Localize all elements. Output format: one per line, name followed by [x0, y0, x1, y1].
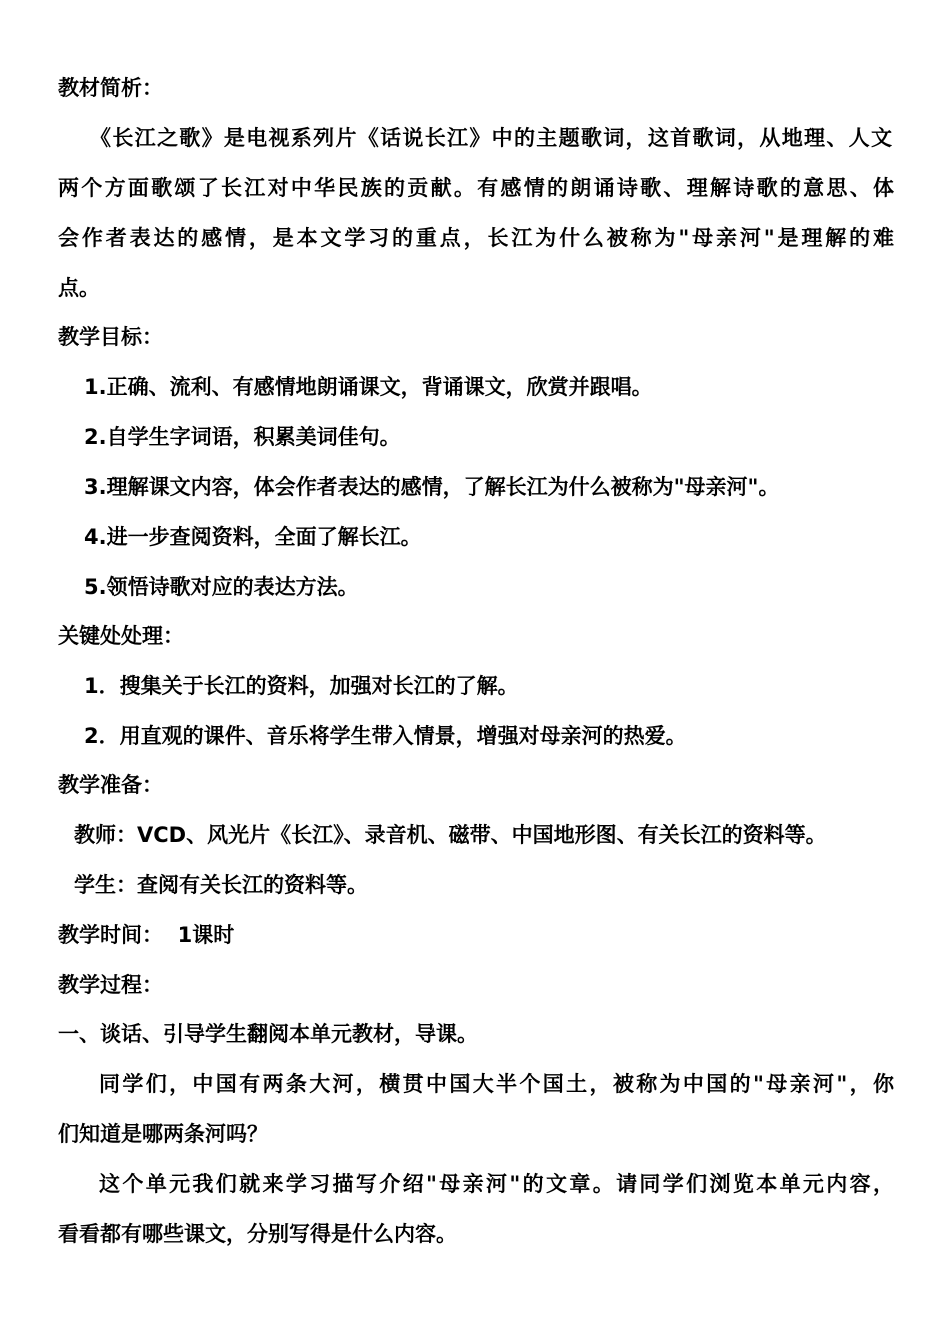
objectives-heading: 教学目标： [58, 325, 163, 349]
process-para-1-line-1: 同学们，中国有两条大河，横贯中国大半个国土，被称为中国的"母亲河"，你 [99, 1072, 894, 1096]
objective-item-4: 4.进一步查阅资料，全面了解长江。 [84, 525, 422, 549]
process-heading: 教学过程： [58, 973, 163, 997]
key-point-item-1: 1．搜集关于长江的资料，加强对长江的了解。 [84, 674, 519, 698]
analysis-line-2: 两个方面歌颂了长江对中华民族的贡献。有感情的朗诵诗歌、理解诗歌的意思、体 [58, 176, 894, 200]
objective-item-1: 1.正确、流利、有感情地朗诵课文，背诵课文，欣赏并跟唱。 [84, 375, 653, 399]
objective-item-5: 5.领悟诗歌对应的表达方法。 [84, 575, 359, 599]
teaching-time: 教学时间： 1课时 [58, 923, 235, 947]
analysis-heading: 教材简析： [58, 76, 163, 100]
preparation-teacher: 教师：VCD、风光片《长江》、录音机、磁带、中国地形图、有关长江的资料等。 [74, 823, 827, 847]
objective-item-2: 2.自学生字词语，积累美词佳句。 [84, 425, 401, 449]
process-para-1-line-2: 们知道是哪两条河吗？ [58, 1122, 268, 1146]
process-para-2-line-1: 这个单元我们就来学习描写介绍"母亲河"的文章。请同学们浏览本单元内容， [99, 1172, 894, 1196]
key-point-item-2: 2．用直观的课件、音乐将学生带入情景，增强对母亲河的热爱。 [84, 724, 687, 748]
process-para-2-line-2: 看看都有哪些课文，分别写得是什么内容。 [58, 1222, 457, 1246]
analysis-line-3: 会作者表达的感情，是本文学习的重点，长江为什么被称为"母亲河"是理解的难 [58, 226, 894, 250]
objective-item-3: 3.理解课文内容，体会作者表达的感情，了解长江为什么被称为"母亲河"。 [84, 475, 780, 499]
process-step-1: 一、谈话、引导学生翻阅本单元教材，导课。 [58, 1022, 478, 1046]
preparation-heading: 教学准备： [58, 773, 163, 797]
analysis-line-1: 《长江之歌》是电视系列片《话说长江》中的主题歌词，这首歌词，从地理、人文 [90, 126, 892, 150]
preparation-student: 学生：查阅有关长江的资料等。 [74, 873, 368, 897]
key-points-heading: 关键处处理： [58, 624, 184, 648]
analysis-line-4: 点。 [58, 276, 100, 300]
